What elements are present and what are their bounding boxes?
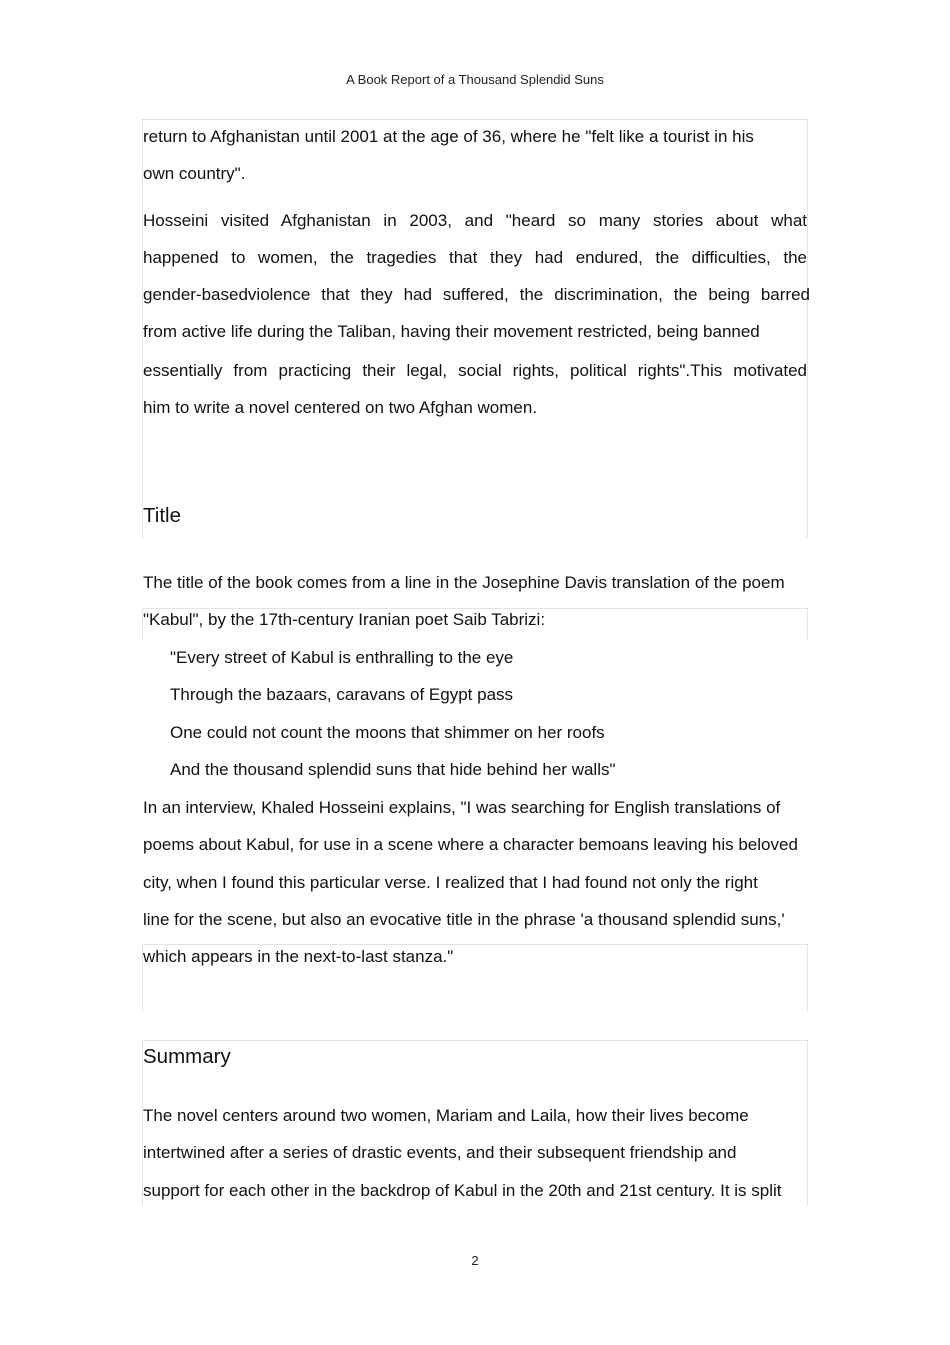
running-header: A Book Report of a Thousand Splendid Suns xyxy=(346,72,604,87)
summary-section-heading: Summary xyxy=(143,1045,231,1068)
visit-line-4: from active life during the Taliban, having their movement restricted, being banned xyxy=(143,322,760,341)
interview-line-3: city, when I found this particular verse. I realized that I had found not only the right xyxy=(143,873,758,892)
interview-line-5: which appears in the next-to-last stanza." xyxy=(143,947,454,966)
visit-line-6: him to write a novel centered on two Afghan women. xyxy=(143,398,538,417)
summary-line-1: The novel centers around two women, Mariam and Laila, how their lives become xyxy=(143,1106,749,1125)
intro-line-2: own country". xyxy=(143,164,246,183)
visit-line-1: Hosseini visited Afghanistan in 2003, and "heard so many stories about what xyxy=(143,211,807,230)
poem-line-2: Through the bazaars, caravans of Egypt pass xyxy=(170,685,514,704)
interview-line-2: poems about Kabul, for use in a scene where a character bemoans leaving his beloved xyxy=(143,835,798,854)
title-intro-line-2: "Kabul", by the 17th-century Iranian poet Saib Tabrizi: xyxy=(143,610,546,629)
intro-line-1: return to Afghanistan until 2001 at the age of 36, where he "felt like a tourist in his xyxy=(143,127,754,146)
interview-line-1: In an interview, Khaled Hosseini explains, "I was searching for English translations of xyxy=(143,798,781,817)
title-intro-line-1: The title of the book comes from a line in the Josephine Davis translation of the poem xyxy=(143,573,785,592)
title-section-heading: Title xyxy=(143,504,181,527)
interview-line-4: line for the scene, but also an evocative title in the phrase 'a thousand splendid suns,' xyxy=(143,910,785,929)
summary-line-2: intertwined after a series of drastic events, and their subsequent friendship and xyxy=(143,1143,737,1162)
visit-line-2: happened to women, the tragedies that they had endured, the difficulties, the xyxy=(143,248,807,267)
visit-line-5: essentially from practicing their legal, social rights, political rights".This motivated xyxy=(143,361,807,380)
page-number: 2 xyxy=(471,1253,479,1268)
poem-line-3: One could not count the moons that shimmer on her roofs xyxy=(170,723,605,742)
poem-line-1: "Every street of Kabul is enthralling to the eye xyxy=(170,648,514,667)
poem-line-4: And the thousand splendid suns that hide behind her walls" xyxy=(170,760,616,779)
summary-line-3: support for each other in the backdrop of Kabul in the 20th and 21st century. It is split xyxy=(143,1181,782,1200)
visit-line-3: gender-basedviolence that they had suffered, the discrimination, the being barred xyxy=(143,285,810,304)
